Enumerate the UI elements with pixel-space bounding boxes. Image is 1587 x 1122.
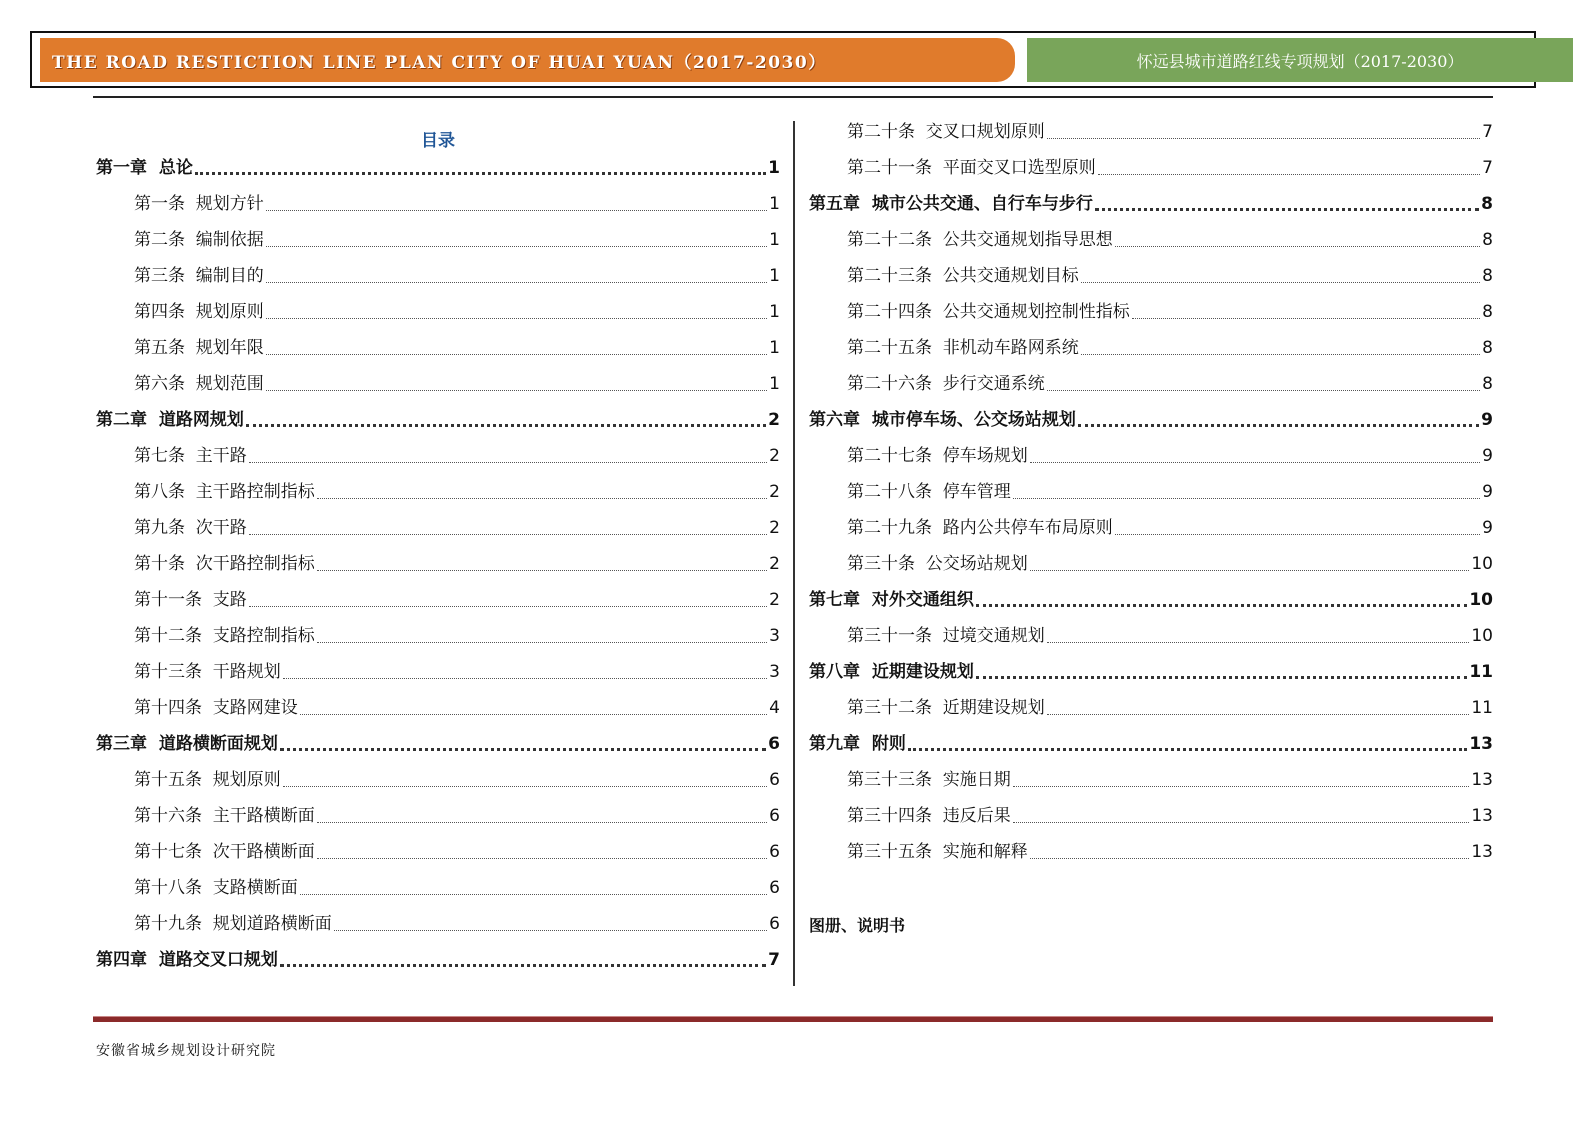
toc-page-number: 9 (1482, 482, 1493, 502)
toc-entry-label: 第十一条 支路 (134, 590, 247, 610)
toc-entry-label: 第十九条 规划道路横断面 (134, 914, 332, 934)
toc-dot-leader (1030, 570, 1470, 571)
toc-dot-leader (1078, 424, 1479, 427)
toc-dot-leader (1047, 642, 1470, 643)
toc-entry-label: 第十条 次干路控制指标 (134, 554, 315, 574)
toc-page-number: 8 (1482, 338, 1493, 358)
toc-article-entry[interactable] (96, 690, 780, 726)
toc-entry-label: 第十六条 主干路横断面 (134, 806, 315, 826)
toc-chapter-entry[interactable] (809, 186, 1493, 222)
toc-page-number: 2 (769, 554, 780, 574)
toc-article-entry[interactable] (809, 294, 1493, 330)
toc-chapter-entry[interactable] (809, 726, 1493, 762)
toc-page-number: 2 (769, 482, 780, 502)
toc-entry-label: 第二十六条 步行交通系统 (847, 374, 1045, 394)
toc-dot-leader (266, 282, 767, 283)
toc-article-entry[interactable] (96, 438, 780, 474)
toc-dot-leader (1047, 390, 1480, 391)
toc-dot-leader (266, 318, 767, 319)
toc-entry-label: 第四条 规划原则 (134, 302, 264, 322)
toc-article-entry[interactable] (809, 510, 1493, 546)
toc-dot-leader (283, 786, 767, 787)
toc-chapter-entry[interactable] (96, 150, 780, 186)
chinese-title-bar (1027, 38, 1573, 82)
toc-article-entry[interactable] (96, 762, 780, 798)
footer-organization: 安徽省城乡规划设计研究院 (96, 1043, 276, 1059)
toc-entry-label: 第十八条 支路横断面 (134, 878, 298, 898)
toc-entry-label: 第九章 附则 (809, 734, 906, 754)
toc-page-number: 7 (1482, 122, 1493, 142)
toc-entry-label: 第八章 近期建设规划 (809, 662, 974, 682)
toc-page-number: 8 (1482, 302, 1493, 322)
toc-page-number: 1 (769, 266, 780, 286)
toc-title: 目录 (421, 131, 455, 151)
toc-entry-label: 第八条 主干路控制指标 (134, 482, 315, 502)
toc-dot-leader (1013, 822, 1470, 823)
toc-page-number: 13 (1469, 734, 1493, 754)
english-title-bar (40, 38, 1015, 82)
toc-dot-leader (1030, 858, 1470, 859)
toc-entry-label: 第二十四条 公共交通规划控制性指标 (847, 302, 1130, 322)
toc-page-number: 10 (1471, 626, 1493, 646)
toc-entry-label: 第二十八条 停车管理 (847, 482, 1011, 502)
toc-dot-leader (249, 462, 767, 463)
toc-page-number: 6 (769, 770, 780, 790)
toc-article-entry[interactable] (96, 906, 780, 942)
toc-entry-label: 第二十七条 停车场规划 (847, 446, 1028, 466)
toc-dot-leader (908, 748, 1467, 751)
toc-entry-label: 第二十三条 公共交通规划目标 (847, 266, 1079, 286)
toc-dot-leader (246, 424, 766, 427)
toc-entry-label: 第五章 城市公共交通、自行车与步行 (809, 194, 1093, 214)
bottom-rule (93, 1016, 1493, 1022)
toc-article-entry[interactable] (96, 510, 780, 546)
toc-dot-leader (1013, 786, 1470, 787)
toc-entry-label: 第二十一条 平面交叉口选型原则 (847, 158, 1096, 178)
toc-page-number: 13 (1471, 806, 1493, 826)
toc-dot-leader (195, 172, 766, 175)
toc-entry-label: 第二十五条 非机动车路网系统 (847, 338, 1079, 358)
toc-dot-leader (1081, 282, 1480, 283)
toc-entry-label: 第二十二条 公共交通规划指导思想 (847, 230, 1113, 250)
toc-page-number: 8 (1482, 230, 1493, 250)
toc-entry-label: 第七条 主干路 (134, 446, 247, 466)
toc-page-number: 8 (1482, 266, 1493, 286)
header-banner (30, 31, 1536, 88)
toc-entry-label: 第三章 道路横断面规划 (96, 734, 278, 754)
toc-chapter-entry[interactable] (96, 726, 780, 762)
toc-dot-leader (280, 748, 766, 751)
toc-entry-label: 第三十条 公交场站规划 (847, 554, 1028, 574)
toc-entry-label: 第一章 总论 (96, 158, 193, 178)
toc-entry-label: 第七章 对外交通组织 (809, 590, 974, 610)
chinese-title: 怀远县城市道路红线专项规划（2017-2030） (1136, 51, 1464, 71)
toc-page-number: 8 (1482, 374, 1493, 394)
toc-article-entry[interactable] (96, 546, 780, 582)
toc-article-entry[interactable] (96, 834, 780, 870)
toc-page-number: 1 (769, 230, 780, 250)
toc-article-entry[interactable] (809, 834, 1493, 870)
toc-dot-leader (266, 390, 767, 391)
toc-dot-leader (266, 354, 767, 355)
toc-entry-label: 第十七条 次干路横断面 (134, 842, 315, 862)
toc-page-number: 9 (1481, 410, 1493, 430)
top-rule (93, 96, 1493, 98)
toc-dot-leader (1115, 246, 1480, 247)
toc-page-number: 10 (1471, 554, 1493, 574)
toc-page-number: 11 (1471, 698, 1493, 718)
toc-article-entry[interactable] (96, 582, 780, 618)
toc-page-number: 6 (769, 878, 780, 898)
toc-entry-label: 第二十条 交叉口规划原则 (847, 122, 1045, 142)
toc-page-number: 2 (769, 518, 780, 538)
toc-article-entry[interactable] (96, 186, 780, 222)
toc-left-column (96, 114, 780, 978)
toc-dot-leader (1047, 714, 1470, 715)
toc-page-number: 13 (1471, 770, 1493, 790)
toc-article-entry[interactable] (96, 294, 780, 330)
toc-page-number: 10 (1469, 590, 1493, 610)
toc-entry-label: 第三条 编制目的 (134, 266, 264, 286)
toc-dot-leader (1013, 498, 1480, 499)
toc-page-number: 1 (768, 158, 780, 178)
toc-article-entry[interactable] (809, 258, 1493, 294)
toc-article-entry[interactable] (96, 258, 780, 294)
toc-page-number: 2 (769, 446, 780, 466)
toc-entry-label: 第六条 规划范围 (134, 374, 264, 394)
toc-dot-leader (249, 606, 767, 607)
toc-page-number: 1 (769, 374, 780, 394)
toc-article-entry[interactable] (96, 618, 780, 654)
toc-dot-leader (317, 570, 767, 571)
toc-entry-label: 第三十一条 过境交通规划 (847, 626, 1045, 646)
toc-page-number: 3 (769, 662, 780, 682)
toc-article-entry[interactable] (809, 150, 1493, 186)
toc-page-number: 11 (1469, 662, 1493, 682)
toc-entry-label: 第五条 规划年限 (134, 338, 264, 358)
toc-dot-leader (1098, 174, 1480, 175)
toc-article-entry[interactable] (809, 690, 1493, 726)
toc-dot-leader (1047, 138, 1480, 139)
toc-entry-label: 第二章 道路网规划 (96, 410, 244, 430)
toc-dot-leader (317, 822, 767, 823)
toc-entry-label: 第九条 次干路 (134, 518, 247, 538)
toc-dot-leader (300, 714, 767, 715)
toc-article-entry[interactable] (96, 330, 780, 366)
toc-entry-label: 第二条 编制依据 (134, 230, 264, 250)
toc-page-number: 4 (769, 698, 780, 718)
toc-dot-leader (280, 964, 766, 967)
toc-article-entry[interactable] (809, 438, 1493, 474)
toc-article-entry[interactable] (96, 222, 780, 258)
extra-section-label: 图册、说明书 (809, 916, 906, 935)
column-divider (793, 121, 795, 986)
toc-dot-leader (1095, 208, 1479, 211)
toc-article-entry[interactable] (96, 654, 780, 690)
toc-dot-leader (1115, 534, 1480, 535)
toc-dot-leader (1132, 318, 1480, 319)
toc-dot-leader (317, 498, 767, 499)
toc-right-list (809, 114, 1493, 870)
toc-entry-label: 第十三条 干路规划 (134, 662, 281, 682)
toc-chapter-entry[interactable] (809, 402, 1493, 438)
toc-page-number: 6 (769, 914, 780, 934)
toc-left-list (96, 150, 780, 978)
toc-page-number: 13 (1471, 842, 1493, 862)
toc-dot-leader (1081, 354, 1480, 355)
toc-article-entry[interactable] (809, 798, 1493, 834)
english-title: THE ROAD RESTICTION LINE PLAN CITY OF HUAI YUAN（2017-2030） (52, 52, 827, 73)
toc-page-number: 6 (768, 734, 780, 754)
toc-page-number: 6 (769, 842, 780, 862)
toc-article-entry[interactable] (96, 474, 780, 510)
toc-entry-label: 第三十二条 近期建设规划 (847, 698, 1045, 718)
toc-article-entry[interactable] (809, 546, 1493, 582)
toc-article-entry[interactable] (809, 222, 1493, 258)
toc-article-entry[interactable] (96, 870, 780, 906)
toc-page-number: 7 (1482, 158, 1493, 178)
toc-dot-leader (334, 930, 767, 931)
toc-page-number: 9 (1482, 446, 1493, 466)
toc-dot-leader (976, 676, 1467, 679)
toc-dot-leader (300, 894, 767, 895)
toc-page-number: 8 (1481, 194, 1493, 214)
toc-entry-label: 第三十三条 实施日期 (847, 770, 1011, 790)
toc-dot-leader (266, 246, 767, 247)
toc-page-number: 2 (769, 590, 780, 610)
toc-page-number: 2 (768, 410, 780, 430)
toc-dot-leader (976, 604, 1467, 607)
toc-page-number: 7 (768, 950, 780, 970)
toc-article-entry[interactable] (809, 474, 1493, 510)
toc-article-entry[interactable] (809, 762, 1493, 798)
toc-page-number: 1 (769, 302, 780, 322)
toc-chapter-entry[interactable] (96, 942, 780, 978)
toc-dot-leader (317, 642, 767, 643)
toc-dot-leader (249, 534, 767, 535)
toc-article-entry[interactable] (809, 366, 1493, 402)
toc-page-number: 1 (769, 194, 780, 214)
toc-page-number: 6 (769, 806, 780, 826)
toc-chapter-entry[interactable] (809, 582, 1493, 618)
toc-article-entry[interactable] (809, 114, 1493, 150)
toc-article-entry[interactable] (809, 330, 1493, 366)
toc-article-entry[interactable] (96, 366, 780, 402)
toc-entry-label: 第二十九条 路内公共停车布局原则 (847, 518, 1113, 538)
toc-entry-label: 第六章 城市停车场、公交场站规划 (809, 410, 1076, 430)
toc-dot-leader (317, 858, 767, 859)
toc-article-entry[interactable] (809, 618, 1493, 654)
toc-entry-label: 第一条 规划方针 (134, 194, 264, 214)
toc-page-number: 9 (1482, 518, 1493, 538)
toc-right-column (809, 114, 1493, 944)
toc-entry-label: 第十五条 规划原则 (134, 770, 281, 790)
toc-chapter-entry[interactable] (96, 402, 780, 438)
toc-chapter-entry[interactable] (809, 654, 1493, 690)
toc-entry-label: 第十四条 支路网建设 (134, 698, 298, 718)
toc-entry-label: 第十二条 支路控制指标 (134, 626, 315, 646)
toc-dot-leader (1030, 462, 1480, 463)
toc-entry-label: 第三十四条 违反后果 (847, 806, 1011, 826)
toc-article-entry[interactable] (96, 798, 780, 834)
toc-entry-label: 第三十五条 实施和解释 (847, 842, 1028, 862)
toc-dot-leader (266, 210, 767, 211)
toc-page-number: 3 (769, 626, 780, 646)
toc-page-number: 1 (769, 338, 780, 358)
toc-dot-leader (283, 678, 767, 679)
toc-entry-label: 第四章 道路交叉口规划 (96, 950, 278, 970)
